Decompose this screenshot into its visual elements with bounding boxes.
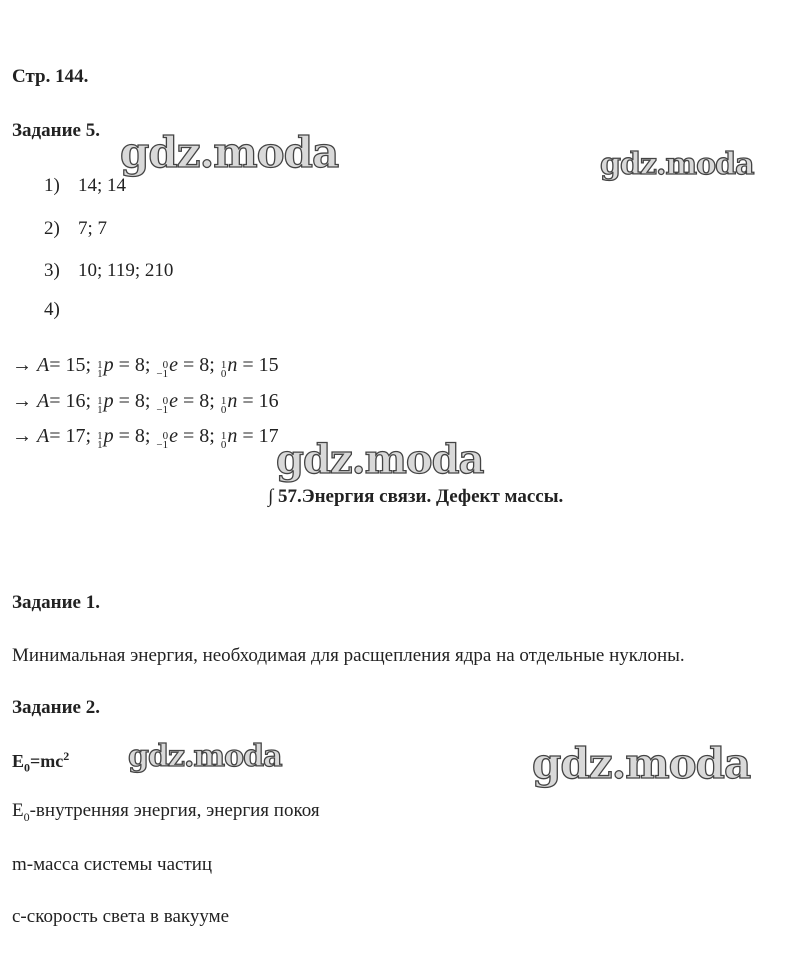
item-number: 4) [44,299,60,320]
index-bottom: 1 [97,368,103,380]
index-top: 1 [97,430,103,442]
index-top: 0 [162,430,169,442]
item-text: 10; 119; 210 [78,260,174,281]
definition-energy-symbol: E [12,800,24,821]
neutron-indices [221,397,227,415]
index-bottom: 0 [220,439,227,451]
neutron-indices [221,432,227,450]
task5-item-3 [44,260,173,282]
index-bottom: 0 [220,404,227,416]
task2-title: Задание 2. [12,697,100,718]
mass-number-value: = 17; [49,425,92,447]
index-bottom: −1 [156,404,169,416]
neutron-count: = 15 [242,354,279,376]
watermark-logo: gdz.moda [276,436,484,483]
definition-energy-text: -внутренняя энергия, энергия покоя [29,800,320,821]
index-top: 0 [162,359,169,371]
proton-count: = 8; [118,354,151,376]
electron-symbol: e [169,390,179,412]
definition-energy [12,800,320,825]
mass-number-value: = 15; [49,354,92,376]
formula-superscript: 2 [63,749,70,763]
neutron-indices [221,361,227,379]
index-bottom: 1 [97,404,103,416]
index-top: 1 [220,359,227,371]
watermark-logo: gdz.moda [128,739,282,774]
proton-indices [97,361,103,379]
proton-symbol: p [103,390,114,412]
neutron-symbol: n [227,354,238,376]
definition-speed: c-скорость света в вакууме [12,906,230,927]
mass-number-value: = 16; [49,390,92,412]
index-top: 0 [162,395,169,407]
watermark-logo: gdz.moda [120,128,339,177]
definition-subscript: 0 [23,809,30,824]
watermark-logo: gdz.moda [600,147,754,182]
task5-item-1 [44,175,126,197]
neutron-symbol: n [227,390,238,412]
item-number: 3) [44,260,60,281]
watermark-logo: gdz.moda [532,739,751,788]
item-number: 2) [44,218,60,239]
electron-count: = 8; [183,354,215,376]
index-top: 1 [97,359,103,371]
math-line-1 [12,354,279,379]
section-title: ∫ 57.Энергия связи. Дефект массы. [268,486,564,507]
task5-title: Задание 5. [12,120,100,141]
neutron-count: = 17 [242,425,279,447]
index-bottom: −1 [156,439,169,451]
formula-subscript: 0 [24,760,31,775]
math-line-3 [12,425,279,450]
electron-indices [156,397,168,415]
electron-symbol: e [169,425,179,447]
index-top: 1 [220,430,227,442]
mass-number-symbol: A [37,390,50,412]
proton-symbol: p [103,354,114,376]
electron-indices [156,361,168,379]
arrow-symbol: → [12,425,32,447]
index-top: 1 [220,395,227,407]
mass-number-symbol: A [37,354,50,376]
electron-count: = 8; [183,390,215,412]
task1-title: Задание 1. [12,592,100,613]
page-reference: Стр. 144. [12,66,89,87]
index-bottom: 1 [97,439,103,451]
item-text: 7; 7 [78,218,108,239]
index-top: 1 [97,395,103,407]
proton-symbol: p [103,425,114,447]
electron-symbol: e [169,354,179,376]
arrow-symbol: → [12,354,32,376]
task5-item-4 [44,299,78,321]
item-text: 14; 14 [78,175,127,196]
proton-indices [97,432,103,450]
task1-text: Минимальная энергия, необходимая для расщепления ядра на отдельные нуклоны. [12,645,685,666]
index-bottom: −1 [156,368,169,380]
neutron-symbol: n [227,425,238,447]
arrow-symbol: → [12,390,32,412]
proton-indices [97,397,103,415]
definition-mass: m-масса системы частиц [12,854,213,875]
task5-item-2 [44,218,107,240]
formula-energy-symbol: E [12,751,25,771]
proton-count: = 8; [118,425,151,447]
electron-indices [156,432,168,450]
electron-count: = 8; [183,425,215,447]
energy-formula [12,749,69,776]
index-bottom: 0 [220,368,227,380]
math-line-2 [12,390,279,415]
neutron-count: = 16 [242,390,279,412]
formula-rest: =mc [30,751,64,771]
proton-count: = 8; [118,390,151,412]
item-number: 1) [44,175,60,196]
mass-number-symbol: A [37,425,50,447]
